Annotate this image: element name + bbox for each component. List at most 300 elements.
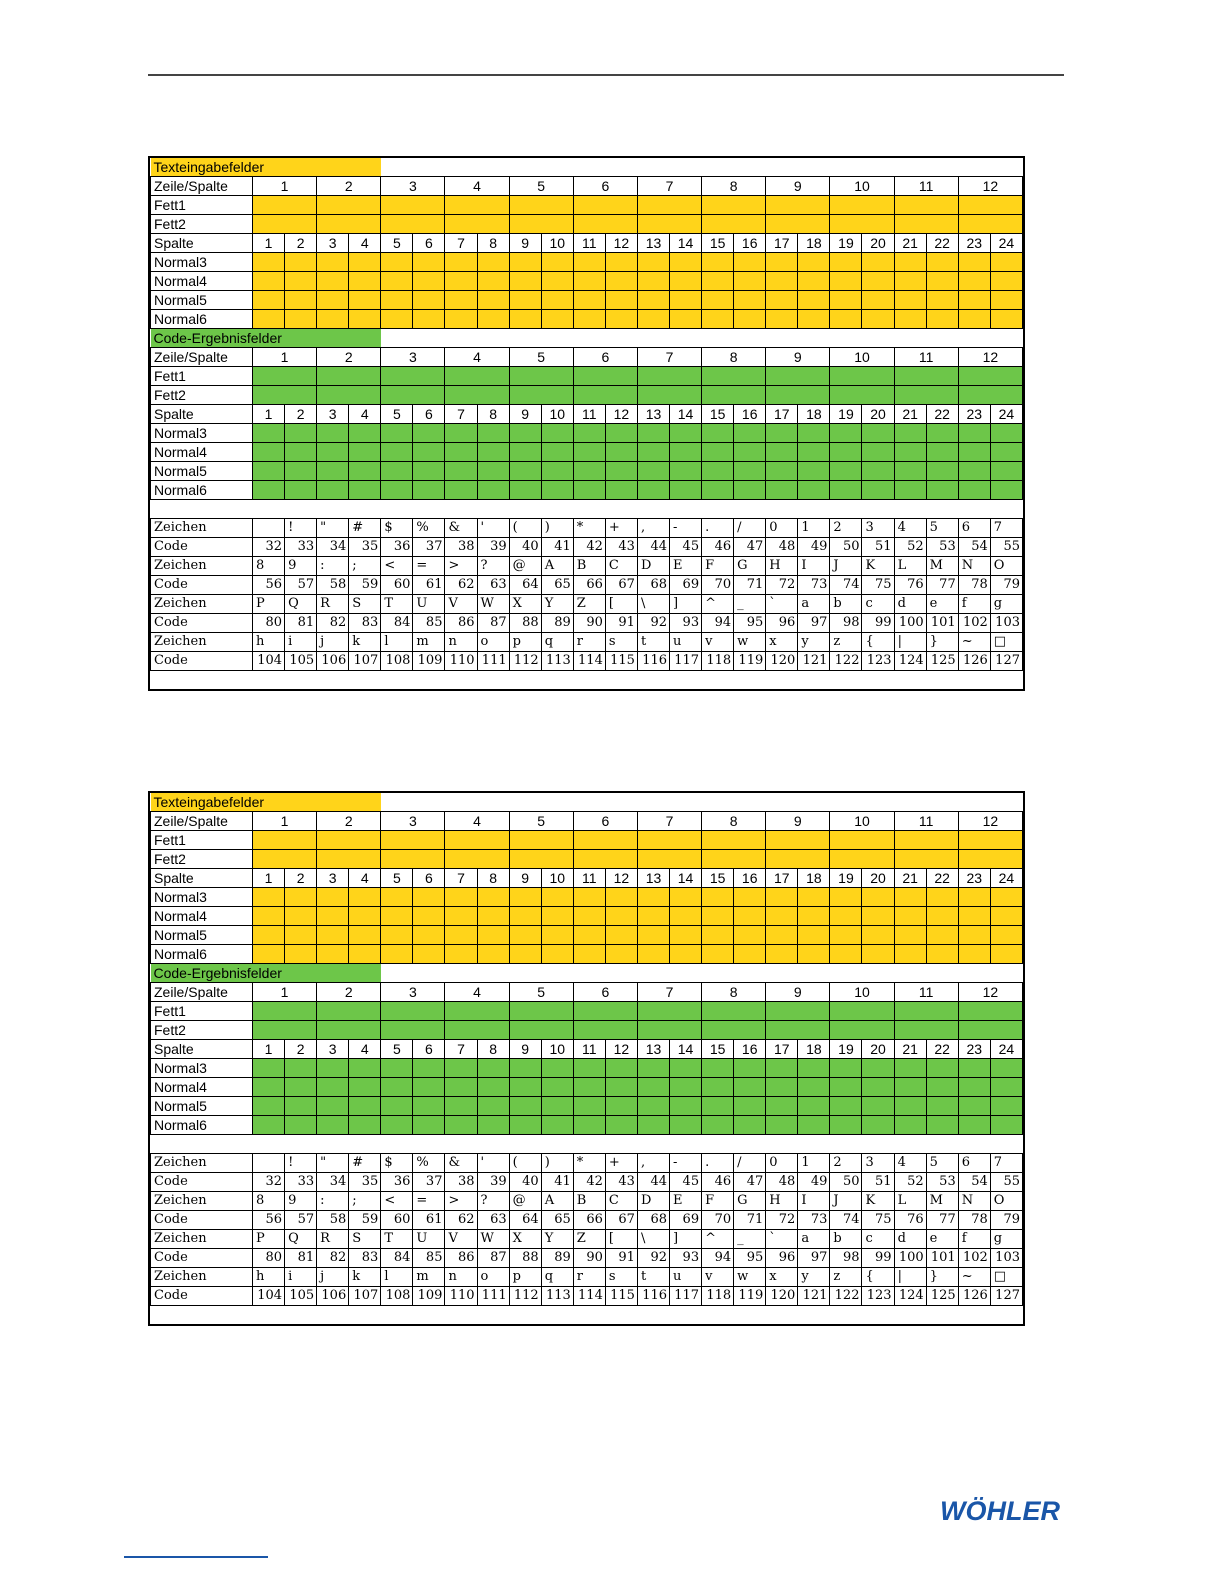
input-cell[interactable] (670, 272, 702, 291)
input-cell[interactable] (381, 310, 413, 329)
input-cell[interactable] (445, 272, 477, 291)
input-cell[interactable] (253, 215, 317, 234)
input-cell[interactable] (349, 424, 381, 443)
input-cell[interactable] (285, 888, 317, 907)
input-cell[interactable] (477, 291, 509, 310)
input-cell[interactable] (253, 831, 317, 850)
input-cell[interactable] (317, 386, 381, 405)
input-cell[interactable] (670, 253, 702, 272)
input-cell[interactable] (702, 215, 766, 234)
input-cell[interactable] (445, 386, 509, 405)
input-cell[interactable] (894, 253, 926, 272)
input-cell[interactable] (573, 272, 605, 291)
input-cell[interactable] (509, 215, 573, 234)
input-cell[interactable] (766, 481, 798, 500)
input-cell[interactable] (830, 1097, 862, 1116)
input-cell[interactable] (862, 1078, 894, 1097)
input-cell[interactable] (637, 1097, 669, 1116)
input-cell[interactable] (958, 443, 990, 462)
input-cell[interactable] (317, 253, 349, 272)
input-cell[interactable] (990, 443, 1022, 462)
input-cell[interactable] (381, 850, 445, 869)
input-cell[interactable] (990, 424, 1022, 443)
input-cell[interactable] (958, 196, 1022, 215)
input-cell[interactable] (766, 196, 830, 215)
input-cell[interactable] (926, 272, 958, 291)
input-cell[interactable] (766, 386, 830, 405)
input-cell[interactable] (541, 1059, 573, 1078)
input-cell[interactable] (349, 1097, 381, 1116)
input-cell[interactable] (477, 945, 509, 964)
input-cell[interactable] (253, 1097, 285, 1116)
input-cell[interactable] (445, 481, 477, 500)
input-cell[interactable] (605, 1059, 637, 1078)
input-cell[interactable] (766, 253, 798, 272)
input-cell[interactable] (253, 272, 285, 291)
input-cell[interactable] (766, 1059, 798, 1078)
input-cell[interactable] (285, 443, 317, 462)
input-cell[interactable] (285, 1078, 317, 1097)
input-cell[interactable] (670, 945, 702, 964)
input-cell[interactable] (926, 443, 958, 462)
input-cell[interactable] (830, 926, 862, 945)
input-cell[interactable] (509, 196, 573, 215)
input-cell[interactable] (285, 462, 317, 481)
input-cell[interactable] (253, 481, 285, 500)
input-cell[interactable] (477, 926, 509, 945)
input-cell[interactable] (413, 945, 445, 964)
input-cell[interactable] (477, 272, 509, 291)
input-cell[interactable] (958, 1059, 990, 1078)
input-cell[interactable] (894, 443, 926, 462)
input-cell[interactable] (509, 1059, 541, 1078)
input-cell[interactable] (702, 945, 734, 964)
input-cell[interactable] (349, 926, 381, 945)
input-cell[interactable] (830, 907, 862, 926)
input-cell[interactable] (734, 888, 766, 907)
input-cell[interactable] (317, 424, 349, 443)
input-cell[interactable] (830, 1059, 862, 1078)
input-cell[interactable] (413, 926, 445, 945)
input-cell[interactable] (990, 1097, 1022, 1116)
input-cell[interactable] (798, 1078, 830, 1097)
input-cell[interactable] (637, 310, 669, 329)
input-cell[interactable] (702, 1097, 734, 1116)
input-cell[interactable] (670, 1078, 702, 1097)
input-cell[interactable] (285, 1059, 317, 1078)
input-cell[interactable] (926, 1059, 958, 1078)
input-cell[interactable] (317, 1097, 349, 1116)
input-cell[interactable] (862, 291, 894, 310)
input-cell[interactable] (734, 907, 766, 926)
input-cell[interactable] (253, 310, 285, 329)
input-cell[interactable] (573, 1021, 637, 1040)
input-cell[interactable] (381, 1059, 413, 1078)
input-cell[interactable] (509, 1116, 541, 1135)
input-cell[interactable] (509, 367, 573, 386)
input-cell[interactable] (830, 1116, 862, 1135)
input-cell[interactable] (766, 1078, 798, 1097)
input-cell[interactable] (573, 850, 637, 869)
input-cell[interactable] (381, 1116, 413, 1135)
input-cell[interactable] (413, 272, 445, 291)
input-cell[interactable] (830, 253, 862, 272)
input-cell[interactable] (830, 1078, 862, 1097)
input-cell[interactable] (894, 1021, 958, 1040)
input-cell[interactable] (445, 1078, 477, 1097)
input-cell[interactable] (798, 291, 830, 310)
input-cell[interactable] (573, 310, 605, 329)
input-cell[interactable] (958, 462, 990, 481)
input-cell[interactable] (958, 1002, 1022, 1021)
input-cell[interactable] (413, 1078, 445, 1097)
input-cell[interactable] (573, 196, 637, 215)
input-cell[interactable] (349, 272, 381, 291)
input-cell[interactable] (253, 1059, 285, 1078)
input-cell[interactable] (285, 310, 317, 329)
input-cell[interactable] (862, 1059, 894, 1078)
input-cell[interactable] (349, 1116, 381, 1135)
input-cell[interactable] (253, 253, 285, 272)
input-cell[interactable] (894, 831, 958, 850)
input-cell[interactable] (381, 1097, 413, 1116)
input-cell[interactable] (445, 443, 477, 462)
input-cell[interactable] (381, 272, 413, 291)
input-cell[interactable] (798, 945, 830, 964)
input-cell[interactable] (573, 907, 605, 926)
input-cell[interactable] (349, 1078, 381, 1097)
input-cell[interactable] (509, 424, 541, 443)
input-cell[interactable] (509, 291, 541, 310)
input-cell[interactable] (381, 481, 413, 500)
input-cell[interactable] (830, 1021, 894, 1040)
input-cell[interactable] (894, 1116, 926, 1135)
input-cell[interactable] (766, 1021, 830, 1040)
input-cell[interactable] (830, 215, 894, 234)
input-cell[interactable] (830, 310, 862, 329)
input-cell[interactable] (830, 367, 894, 386)
input-cell[interactable] (445, 926, 477, 945)
input-cell[interactable] (605, 907, 637, 926)
input-cell[interactable] (990, 888, 1022, 907)
input-cell[interactable] (958, 888, 990, 907)
input-cell[interactable] (894, 196, 958, 215)
input-cell[interactable] (798, 926, 830, 945)
input-cell[interactable] (894, 462, 926, 481)
input-cell[interactable] (541, 481, 573, 500)
input-cell[interactable] (253, 196, 317, 215)
input-cell[interactable] (445, 291, 477, 310)
input-cell[interactable] (734, 1116, 766, 1135)
input-cell[interactable] (317, 291, 349, 310)
input-cell[interactable] (509, 850, 573, 869)
input-cell[interactable] (926, 310, 958, 329)
input-cell[interactable] (605, 1078, 637, 1097)
input-cell[interactable] (958, 907, 990, 926)
input-cell[interactable] (509, 945, 541, 964)
input-cell[interactable] (317, 907, 349, 926)
input-cell[interactable] (702, 850, 766, 869)
input-cell[interactable] (766, 888, 798, 907)
input-cell[interactable] (573, 1078, 605, 1097)
input-cell[interactable] (605, 272, 637, 291)
input-cell[interactable] (958, 945, 990, 964)
input-cell[interactable] (766, 310, 798, 329)
input-cell[interactable] (670, 907, 702, 926)
input-cell[interactable] (541, 424, 573, 443)
input-cell[interactable] (734, 926, 766, 945)
input-cell[interactable] (894, 926, 926, 945)
input-cell[interactable] (670, 310, 702, 329)
input-cell[interactable] (702, 310, 734, 329)
input-cell[interactable] (381, 424, 413, 443)
input-cell[interactable] (862, 926, 894, 945)
input-cell[interactable] (285, 424, 317, 443)
input-cell[interactable] (477, 253, 509, 272)
input-cell[interactable] (766, 215, 830, 234)
input-cell[interactable] (413, 1116, 445, 1135)
input-cell[interactable] (926, 926, 958, 945)
input-cell[interactable] (637, 888, 669, 907)
input-cell[interactable] (958, 424, 990, 443)
input-cell[interactable] (670, 443, 702, 462)
input-cell[interactable] (381, 1078, 413, 1097)
input-cell[interactable] (958, 1078, 990, 1097)
input-cell[interactable] (798, 888, 830, 907)
input-cell[interactable] (253, 1021, 317, 1040)
input-cell[interactable] (541, 462, 573, 481)
input-cell[interactable] (573, 1116, 605, 1135)
input-cell[interactable] (958, 310, 990, 329)
input-cell[interactable] (509, 888, 541, 907)
input-cell[interactable] (702, 1002, 766, 1021)
input-cell[interactable] (637, 367, 701, 386)
input-cell[interactable] (862, 424, 894, 443)
input-cell[interactable] (894, 1002, 958, 1021)
input-cell[interactable] (317, 443, 349, 462)
input-cell[interactable] (413, 424, 445, 443)
input-cell[interactable] (413, 462, 445, 481)
input-cell[interactable] (830, 831, 894, 850)
input-cell[interactable] (862, 253, 894, 272)
input-cell[interactable] (381, 367, 445, 386)
input-cell[interactable] (637, 1059, 669, 1078)
input-cell[interactable] (317, 831, 381, 850)
input-cell[interactable] (990, 1116, 1022, 1135)
input-cell[interactable] (894, 1078, 926, 1097)
input-cell[interactable] (317, 215, 381, 234)
input-cell[interactable] (734, 443, 766, 462)
input-cell[interactable] (381, 291, 413, 310)
input-cell[interactable] (670, 462, 702, 481)
input-cell[interactable] (317, 1002, 381, 1021)
input-cell[interactable] (573, 386, 637, 405)
input-cell[interactable] (445, 367, 509, 386)
input-cell[interactable] (830, 272, 862, 291)
input-cell[interactable] (285, 907, 317, 926)
input-cell[interactable] (637, 272, 669, 291)
input-cell[interactable] (285, 1097, 317, 1116)
input-cell[interactable] (541, 888, 573, 907)
input-cell[interactable] (253, 443, 285, 462)
input-cell[interactable] (285, 481, 317, 500)
input-cell[interactable] (349, 462, 381, 481)
input-cell[interactable] (349, 907, 381, 926)
input-cell[interactable] (958, 367, 1022, 386)
input-cell[interactable] (413, 443, 445, 462)
input-cell[interactable] (702, 1116, 734, 1135)
input-cell[interactable] (413, 1059, 445, 1078)
input-cell[interactable] (990, 1059, 1022, 1078)
input-cell[interactable] (573, 215, 637, 234)
input-cell[interactable] (830, 888, 862, 907)
input-cell[interactable] (766, 424, 798, 443)
input-cell[interactable] (317, 850, 381, 869)
input-cell[interactable] (541, 291, 573, 310)
input-cell[interactable] (637, 907, 669, 926)
input-cell[interactable] (253, 1002, 317, 1021)
input-cell[interactable] (253, 424, 285, 443)
input-cell[interactable] (862, 272, 894, 291)
input-cell[interactable] (830, 1002, 894, 1021)
input-cell[interactable] (990, 945, 1022, 964)
input-cell[interactable] (894, 1059, 926, 1078)
input-cell[interactable] (445, 1002, 509, 1021)
input-cell[interactable] (862, 907, 894, 926)
input-cell[interactable] (317, 888, 349, 907)
input-cell[interactable] (445, 215, 509, 234)
input-cell[interactable] (702, 462, 734, 481)
input-cell[interactable] (317, 481, 349, 500)
input-cell[interactable] (509, 253, 541, 272)
input-cell[interactable] (830, 291, 862, 310)
input-cell[interactable] (253, 367, 317, 386)
input-cell[interactable] (509, 1078, 541, 1097)
input-cell[interactable] (509, 926, 541, 945)
input-cell[interactable] (734, 1059, 766, 1078)
input-cell[interactable] (926, 1116, 958, 1135)
input-cell[interactable] (285, 945, 317, 964)
input-cell[interactable] (413, 481, 445, 500)
input-cell[interactable] (990, 926, 1022, 945)
input-cell[interactable] (702, 831, 766, 850)
input-cell[interactable] (637, 1116, 669, 1135)
input-cell[interactable] (477, 1078, 509, 1097)
input-cell[interactable] (253, 291, 285, 310)
input-cell[interactable] (605, 888, 637, 907)
input-cell[interactable] (734, 945, 766, 964)
input-cell[interactable] (670, 1097, 702, 1116)
input-cell[interactable] (766, 945, 798, 964)
input-cell[interactable] (541, 443, 573, 462)
input-cell[interactable] (766, 443, 798, 462)
input-cell[interactable] (317, 1116, 349, 1135)
input-cell[interactable] (798, 272, 830, 291)
input-cell[interactable] (926, 945, 958, 964)
input-cell[interactable] (285, 926, 317, 945)
input-cell[interactable] (990, 907, 1022, 926)
input-cell[interactable] (894, 888, 926, 907)
input-cell[interactable] (637, 1002, 701, 1021)
input-cell[interactable] (509, 1002, 573, 1021)
input-cell[interactable] (926, 253, 958, 272)
input-cell[interactable] (637, 1021, 701, 1040)
input-cell[interactable] (253, 888, 285, 907)
input-cell[interactable] (317, 1078, 349, 1097)
input-cell[interactable] (413, 253, 445, 272)
input-cell[interactable] (830, 462, 862, 481)
input-cell[interactable] (253, 945, 285, 964)
input-cell[interactable] (766, 926, 798, 945)
input-cell[interactable] (381, 215, 445, 234)
input-cell[interactable] (573, 481, 605, 500)
input-cell[interactable] (958, 253, 990, 272)
input-cell[interactable] (766, 1097, 798, 1116)
input-cell[interactable] (573, 888, 605, 907)
input-cell[interactable] (573, 291, 605, 310)
input-cell[interactable] (670, 424, 702, 443)
input-cell[interactable] (573, 831, 637, 850)
input-cell[interactable] (445, 850, 509, 869)
input-cell[interactable] (541, 945, 573, 964)
input-cell[interactable] (990, 462, 1022, 481)
input-cell[interactable] (253, 462, 285, 481)
input-cell[interactable] (958, 481, 990, 500)
input-cell[interactable] (894, 291, 926, 310)
input-cell[interactable] (637, 386, 701, 405)
input-cell[interactable] (798, 462, 830, 481)
input-cell[interactable] (637, 424, 669, 443)
input-cell[interactable] (253, 850, 317, 869)
input-cell[interactable] (349, 481, 381, 500)
input-cell[interactable] (894, 367, 958, 386)
input-cell[interactable] (990, 253, 1022, 272)
input-cell[interactable] (541, 926, 573, 945)
input-cell[interactable] (477, 888, 509, 907)
input-cell[interactable] (830, 424, 862, 443)
input-cell[interactable] (285, 253, 317, 272)
input-cell[interactable] (702, 1021, 766, 1040)
input-cell[interactable] (734, 424, 766, 443)
input-cell[interactable] (349, 310, 381, 329)
input-cell[interactable] (894, 850, 958, 869)
input-cell[interactable] (317, 945, 349, 964)
input-cell[interactable] (958, 1097, 990, 1116)
input-cell[interactable] (894, 272, 926, 291)
input-cell[interactable] (573, 462, 605, 481)
input-cell[interactable] (253, 1116, 285, 1135)
input-cell[interactable] (445, 945, 477, 964)
input-cell[interactable] (734, 291, 766, 310)
input-cell[interactable] (445, 907, 477, 926)
input-cell[interactable] (381, 1021, 445, 1040)
input-cell[interactable] (605, 424, 637, 443)
input-cell[interactable] (798, 907, 830, 926)
input-cell[interactable] (573, 926, 605, 945)
input-cell[interactable] (926, 291, 958, 310)
input-cell[interactable] (381, 907, 413, 926)
input-cell[interactable] (894, 907, 926, 926)
input-cell[interactable] (798, 1059, 830, 1078)
input-cell[interactable] (573, 443, 605, 462)
input-cell[interactable] (541, 1116, 573, 1135)
input-cell[interactable] (541, 1097, 573, 1116)
input-cell[interactable] (605, 462, 637, 481)
input-cell[interactable] (862, 888, 894, 907)
input-cell[interactable] (477, 310, 509, 329)
input-cell[interactable] (766, 907, 798, 926)
input-cell[interactable] (349, 888, 381, 907)
